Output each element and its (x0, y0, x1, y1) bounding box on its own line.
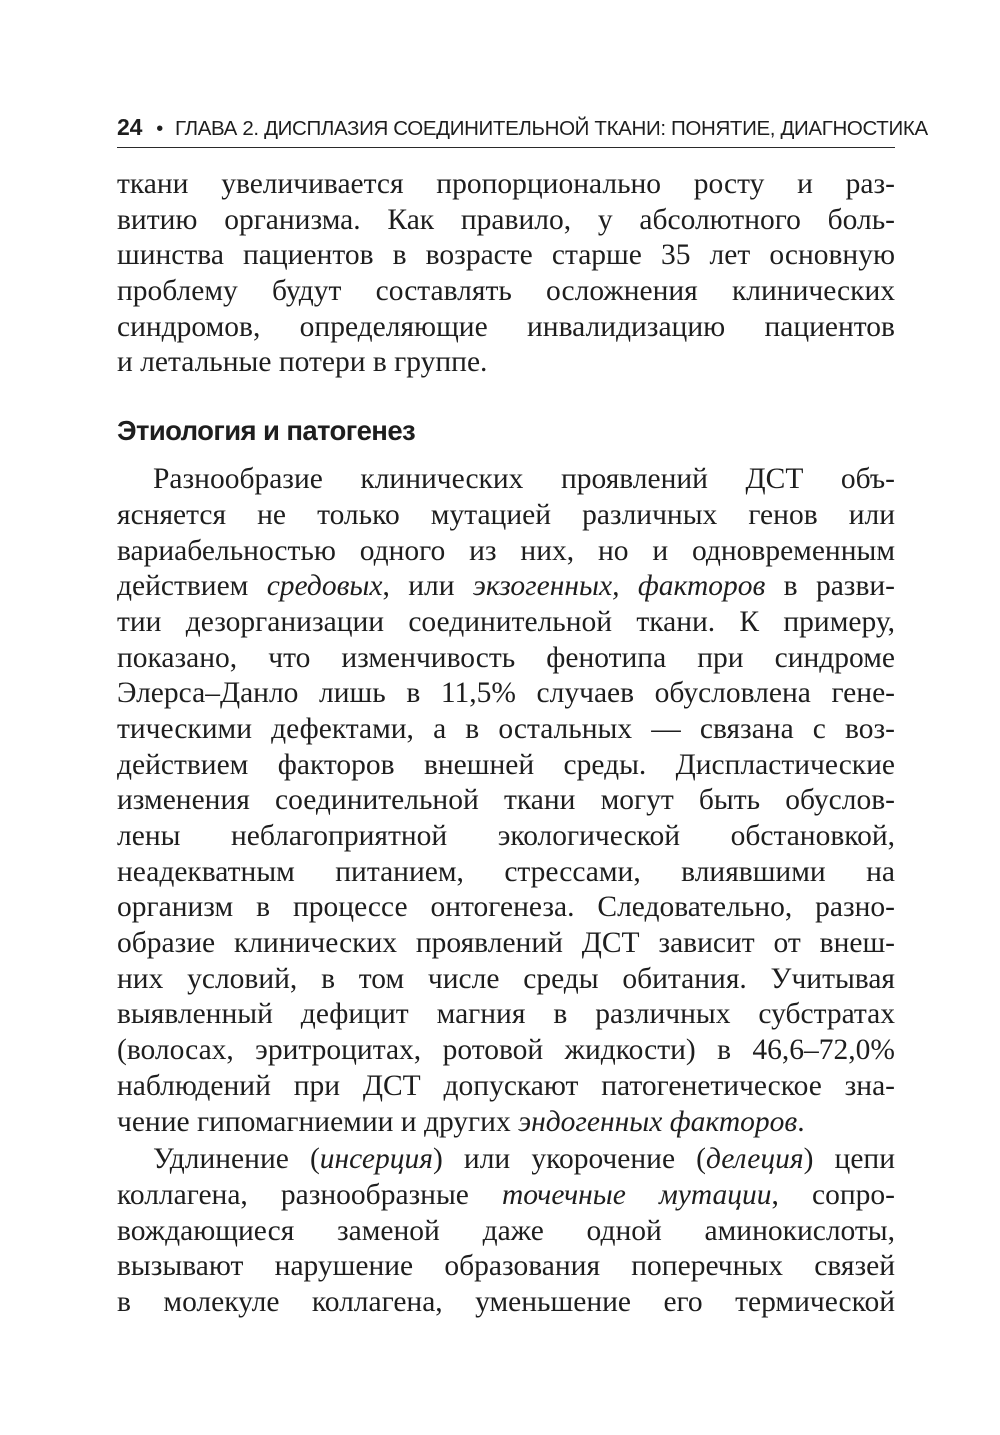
text-line: вождающиеся заменой даже одной аминокислоты, (117, 1214, 895, 1247)
italic-term: эндогенных факторов (518, 1105, 798, 1138)
text-line: показано, что изменчивость фенотипа при синдроме (117, 641, 895, 674)
section-heading: Этиология и патогенез (117, 415, 416, 447)
page-number: 24 (117, 114, 143, 140)
running-header (117, 114, 928, 148)
bullet-separator: • (156, 118, 163, 140)
text-line: них условий, в том числе среды обитания. Учитывая (117, 962, 895, 995)
text-run: . (797, 1105, 805, 1138)
text-line: в молекуле коллагена, уменьшение его термической (117, 1285, 895, 1318)
text-line: образие клинических проявлений ДСТ зависит от внеш- (117, 927, 895, 960)
paragraph-continuation (117, 167, 895, 381)
text-line: шинства пациентов в возрасте старше 35 лет основную (117, 239, 895, 272)
paragraph-etiology (117, 462, 895, 1140)
text-line: выявленный дефицит магния в различных субстратах (117, 998, 895, 1031)
text-run: Удлинение ( (153, 1143, 320, 1176)
text-line-mixed (117, 1105, 895, 1141)
text-line: Элерса–Данло лишь в 11,5% случаев обусловлена гене- (117, 677, 895, 710)
text-line: (волосах, эритроцитах, ротовой жидкости) в 46,6–72,0% (117, 1034, 895, 1067)
text-line-mixed (117, 569, 895, 605)
text-line: действием факторов внешней среды. Диспластические (117, 748, 895, 781)
text-line: синдромов, определяющие инвалидизацию пациентов (117, 310, 895, 343)
book-page (117, 114, 928, 1321)
text-line: вариабельностью одного из них, но и одновременным (117, 534, 895, 567)
paragraph-mutations (117, 1142, 895, 1320)
text-line: изменения соединительной ткани могут быть обуслов- (117, 784, 895, 817)
italic-term: инсерция (319, 1143, 433, 1176)
text-line: тическими дефектами, а в остальных — связана с воз- (117, 712, 895, 745)
text-line-mixed (117, 1178, 895, 1214)
italic-term: экзогенных, факторов (472, 570, 766, 603)
text-line: лены неблагоприятной экологической обстановкой, (117, 820, 895, 852)
text-line: витию организма. Как правило, у абсолютного боль- (117, 203, 895, 236)
text-line: организм в процессе онтогенеза. Следовательно, разно- (117, 891, 895, 924)
text-line: проблему будут составлять осложнения клинических (117, 275, 895, 308)
text-run: , или (382, 570, 473, 603)
text-line: Разнообразие клинических проявлений ДСТ объ- (153, 463, 895, 496)
text-line: тии дезорганизации соединительной ткани. К примеру, (117, 605, 895, 638)
text-line: и летальные потери в группе. (117, 346, 488, 379)
italic-term: делеция (706, 1143, 804, 1176)
text-run: ) или укорочение ( (432, 1143, 707, 1176)
text-run: действием (117, 570, 267, 603)
text-run: коллагена, разнообразные (117, 1178, 502, 1211)
text-line: неадекватным питанием, стрессами, влиявшими на (117, 855, 895, 888)
text-run: ) цепи (803, 1143, 895, 1176)
text-run: чение гипомагниемии и других (117, 1105, 519, 1138)
text-line: ясняется не только мутацией различных генов или (117, 498, 895, 531)
text-line: наблюдений при ДСТ допускают патогенетическое зна- (117, 1069, 895, 1102)
chapter-title: ГЛАВА 2. ДИСПЛАЗИЯ СОЕДИНИТЕЛЬНОЙ ТКАНИ: ПОНЯТИЕ, ДИАГНОСТИКА (175, 117, 928, 140)
text-run: , сопро- (771, 1178, 895, 1211)
text-run: в разви- (765, 570, 895, 603)
text-line-mixed (117, 1142, 895, 1178)
italic-term: средовых (266, 570, 383, 603)
italic-term: точечные мутации (502, 1178, 772, 1211)
text-line: ткани увеличивается пропорционально росту и раз- (117, 168, 895, 200)
text-line: вызывают нарушение образования поперечных связей (117, 1250, 895, 1283)
